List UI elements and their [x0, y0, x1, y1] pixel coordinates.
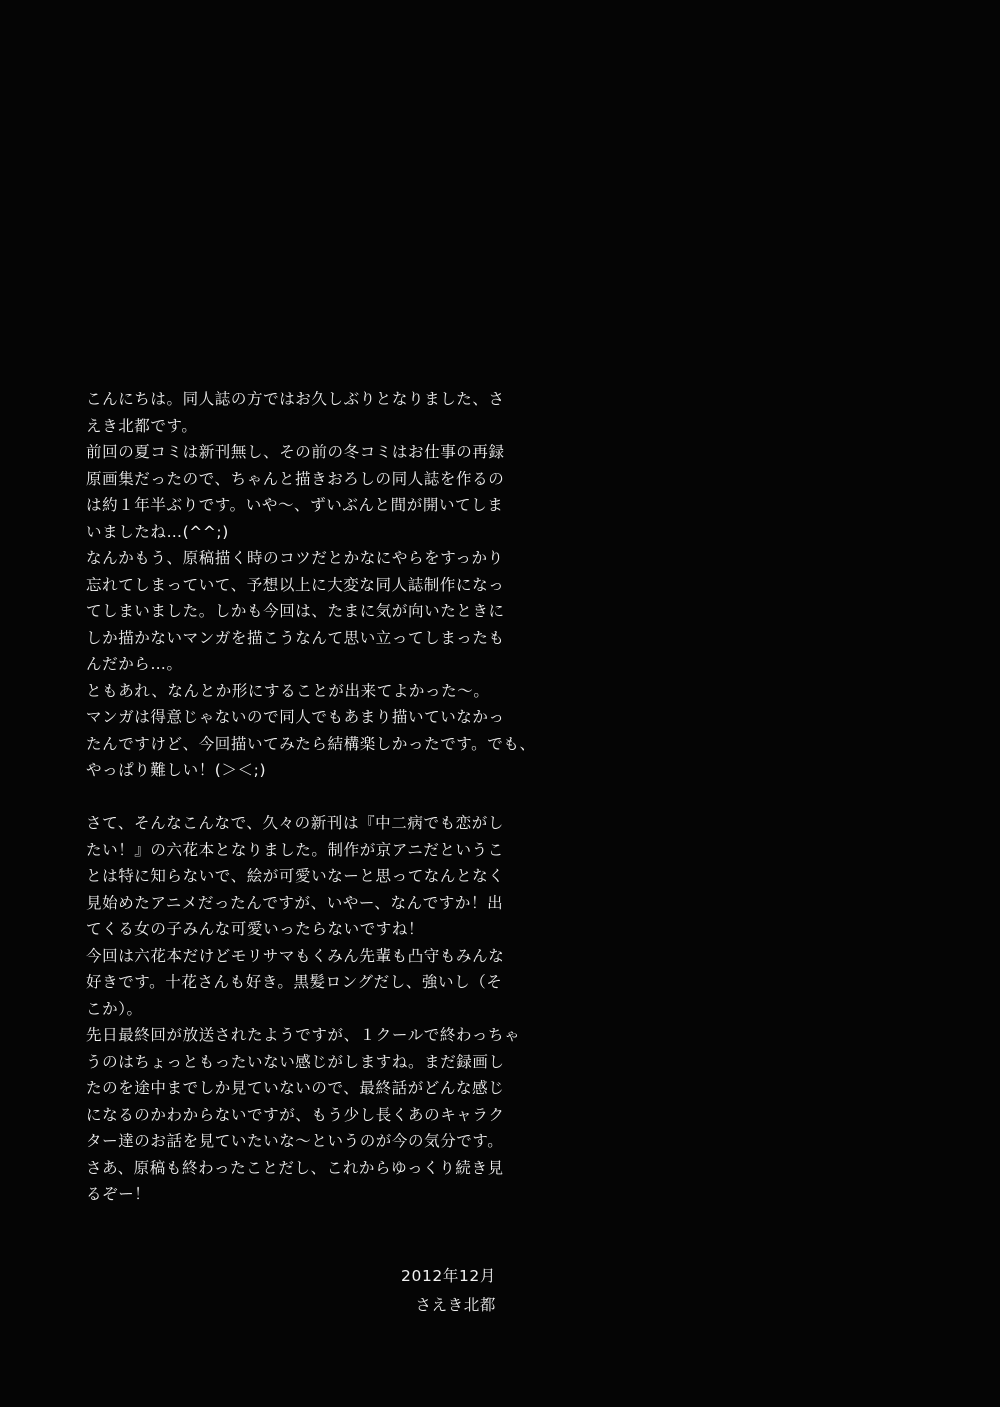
- signature-author: さえき北都: [415, 1296, 496, 1314]
- text-line: 今回は六花本だけどモリサマもくみん先輩も凸守もみんな: [86, 946, 505, 965]
- text-line: なんかもう、原稿描く時のコツだとかなにやらをすっかり: [86, 549, 504, 567]
- text-line: るぞー！: [86, 1185, 151, 1203]
- text-line: 見始めたアニメだったんですが、いやー、なんですか！出: [86, 893, 504, 912]
- text-line: たい！』の六花本となりました。制作が京アニだというこ: [86, 840, 504, 859]
- text-line: マンガは得意じゃないので同人でもあまり描いていなかっ: [86, 708, 505, 726]
- signature-block: [401, 1262, 496, 1320]
- text-line: は約１年半ぶりです。いや～、ずいぶんと間が開いてしま: [86, 496, 504, 514]
- text-line: になるのかわからないですが、もう少し長くあのキャラク: [86, 1105, 505, 1124]
- paragraph-1: [86, 386, 536, 784]
- text-line: ともあれ、なんとか形にすることが出来てよかった～。: [86, 681, 490, 700]
- text-line: ター達のお話を見ていたいな～というのが今の気分です。: [86, 1132, 504, 1150]
- afterword-text: [86, 386, 536, 1208]
- text-line: とは特に知らないで、絵が可愛いなーと思ってなんとなく: [86, 867, 505, 885]
- text-line: さて、そんなこんなで、久々の新刊は『中二病でも恋がし: [86, 814, 504, 832]
- text-line: んだから…。: [86, 655, 183, 673]
- text-line: 好きです。十花さんも好き。黒髪ロングだし、強いし（そ: [86, 973, 503, 991]
- paragraph-2: [86, 810, 521, 1208]
- text-line: てしまいました。しかも今回は、たまに気が向いたときに: [86, 602, 505, 620]
- text-line: こんにちは。同人誌の方ではお久しぶりとなりました、さ: [86, 390, 505, 408]
- text-line: こか）。: [86, 999, 143, 1018]
- text-line: 前回の夏コミは新刊無し、その前の冬コミはお仕事の再録: [86, 443, 505, 461]
- text-line: やっぱり難しい！(＞＜;): [86, 761, 267, 779]
- text-line: 忘れてしまっていて、予想以上に大変な同人誌制作になっ: [86, 575, 505, 594]
- text-line: さあ、原稿も終わったことだし、これからゆっくり続き見: [86, 1158, 504, 1177]
- text-line: たんですけど、今回描いてみたら結構楽しかったです。でも、: [86, 734, 536, 753]
- text-line: いましたね…(^^;): [86, 522, 229, 541]
- text-line: 先日最終回が放送されたようですが、１クールで終わっちゃ: [86, 1026, 521, 1044]
- text-line: えき北都です。: [86, 416, 198, 435]
- text-line: 原画集だったので、ちゃんと描きおろしの同人誌を作るの: [86, 469, 505, 488]
- text-line: うのはちょっともったいない感じがしますね。まだ録画し: [86, 1052, 505, 1071]
- signature-date: 2012年12月: [401, 1267, 496, 1285]
- text-line: たのを途中までしか見ていないので、最終話がどんな感じ: [86, 1079, 505, 1097]
- paragraph-spacer: [86, 784, 506, 811]
- text-line: てくる女の子みんな可愛いったらないですね！: [86, 920, 425, 938]
- text-line: しか描かないマンガを描こうなんて思い立ってしまったも: [86, 628, 505, 647]
